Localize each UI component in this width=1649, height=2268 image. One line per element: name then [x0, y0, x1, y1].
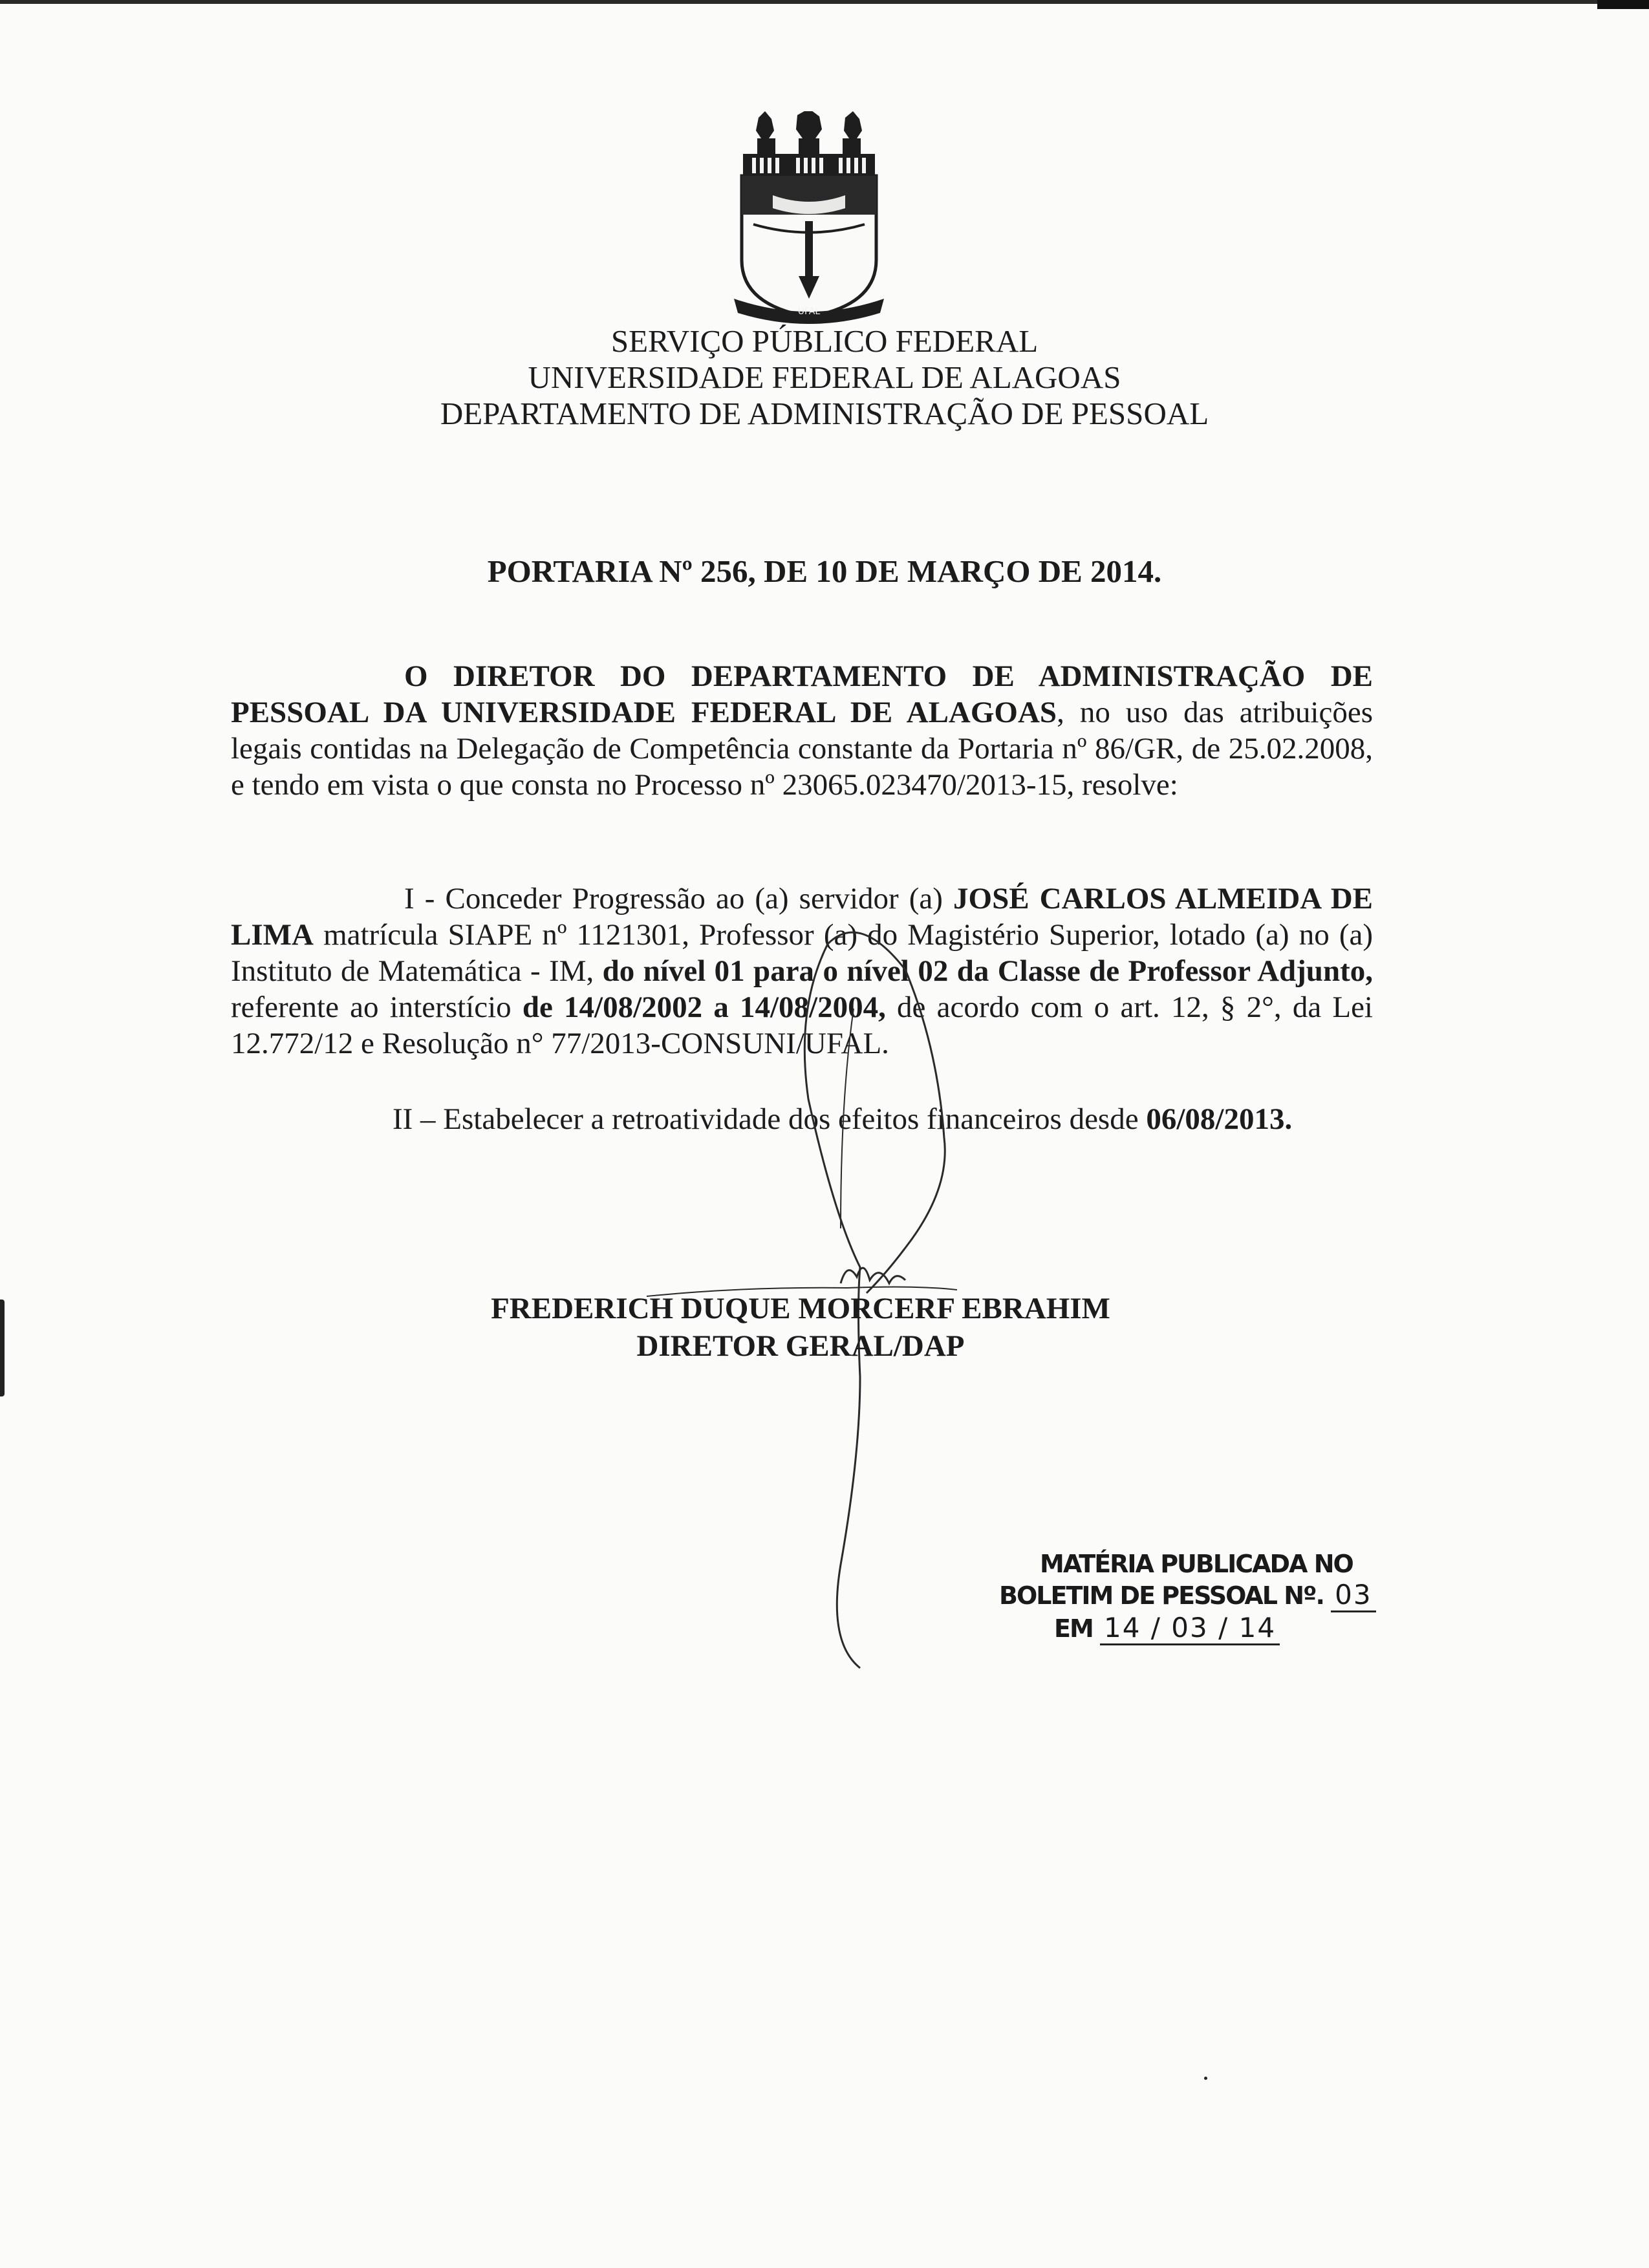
progression-level: do nível 01 para o nível 02 da Classe de Professor Adjunto, — [602, 954, 1373, 988]
stamp-line-published: MATÉRIA PUBLICADA NO — [1040, 1550, 1353, 1578]
signer-role: DIRETOR GERAL/DAP — [636, 1329, 965, 1363]
article-two-text: II – Estabelecer a retroatividade dos efeitos financeiros desde — [393, 1102, 1147, 1136]
article-one-text-a: I - Conceder Progressão ao (a) servidor (a) — [404, 882, 954, 915]
signer-name: FREDERICH DUQUE MORCERF EBRAHIM — [491, 1292, 1110, 1325]
retroactive-date: 06/08/2013. — [1146, 1102, 1293, 1136]
stamp-line-date — [989, 1612, 1377, 1645]
interstice-period: de 14/08/2002 a 14/08/2004, — [522, 990, 886, 1024]
preamble-text: , no uso das atribuições legais contidas na Delegação de Competência constante da Portaria nº 86/GR, de 25.02.2008, e tendo em vista o que consta no Processo nº 23065.023470/2013-15, resolve: — [231, 696, 1373, 802]
scan-speck — [1204, 2077, 1207, 2080]
header-line-department: DEPARTAMENTO DE ADMINISTRAÇÃO DE PESSOAL — [440, 396, 1209, 431]
scan-corner-mark — [1597, 0, 1649, 9]
stamp-line-bulletin — [989, 1579, 1377, 1612]
article-one-paragraph — [231, 881, 1373, 1062]
university-seal-icon — [734, 111, 884, 325]
article-one-text-d: de acordo com o art. 12, § 2°, da Lei 12.772/12 e Resolução n° 77/2013-CONSUNI/UFAL. — [231, 990, 1373, 1060]
article-one-text-c: referente ao interstício — [231, 990, 523, 1024]
header-line-university: UNIVERSIDADE FEDERAL DE ALAGOAS — [528, 359, 1121, 395]
stamp-date-label: EM — [1054, 1614, 1093, 1643]
stamp-bulletin-label: BOLETIM DE PESSOAL Nº. — [999, 1581, 1324, 1610]
header-line-service: SERVIÇO PÚBLICO FEDERAL — [610, 323, 1039, 359]
preamble-authority: O DIRETOR DO DEPARTAMENTO DE ADMINISTRAÇÃO DE PESSOAL DA UNIVERSIDADE FEDERAL DE ALAGOAS — [231, 659, 1373, 729]
seal-ribbon-text: UFAL — [797, 306, 821, 317]
preamble-paragraph — [231, 658, 1373, 803]
ordinance-title: PORTARIA Nº 256, DE 10 DE MARÇO DE 2014. — [487, 553, 1162, 589]
scan-top-edge — [0, 0, 1649, 4]
signature-block — [0, 1290, 1601, 1365]
article-two-paragraph — [231, 1101, 1373, 1137]
article-one-text-b: matrícula SIAPE nº 1121301, Professor (a) do Magistério Superior, lotado (a) no (a) Instituto de Matemática - IM, — [231, 918, 1373, 988]
stamp-bulletin-number: 03 — [1331, 1579, 1375, 1612]
servant-name: JOSÉ CARLOS ALMEIDA DE LIMA — [231, 882, 1373, 952]
stamp-date-value: 14 / 03 / 14 — [1100, 1612, 1280, 1645]
document-header — [0, 323, 1649, 432]
publication-stamp — [989, 1548, 1377, 1645]
